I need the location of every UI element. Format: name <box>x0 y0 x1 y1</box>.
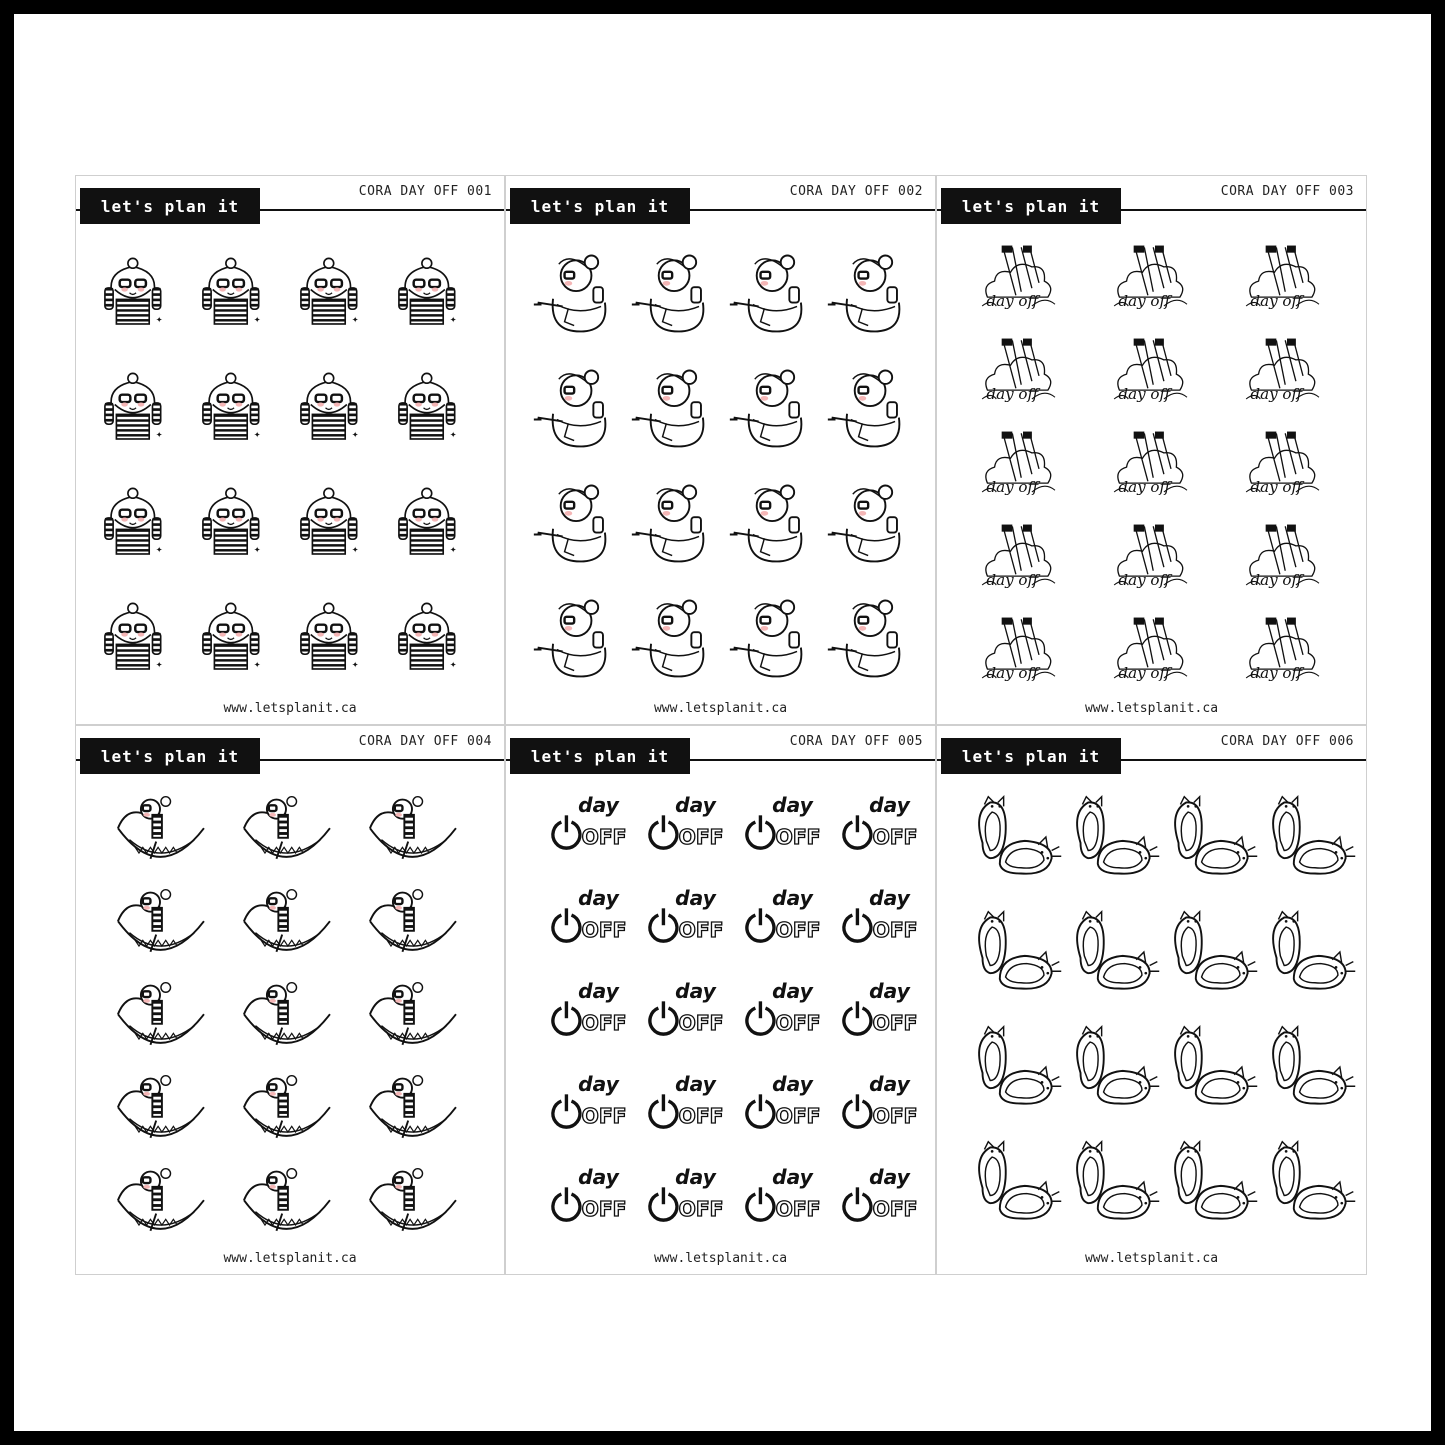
sheet-code: CORA DAY OFF 005 <box>789 734 923 749</box>
sheet-code: CORA DAY OFF 002 <box>789 184 923 199</box>
svg-text:day off: day off <box>986 571 1039 589</box>
sticker-cora-striped-shirt <box>100 361 182 453</box>
svg-text:day off: day off <box>1118 292 1171 310</box>
sticker-cora-lounge-chair <box>530 361 626 453</box>
sticker-legs-cloud-day-off <box>1109 335 1201 415</box>
svg-text:day: day <box>578 978 619 1003</box>
svg-text:OFF: OFF <box>872 918 918 943</box>
brand-label: let's plan it <box>941 738 1121 774</box>
sticker-cora-lounge-chair <box>824 361 920 453</box>
sticker-sheet-grid <box>75 175 1367 1275</box>
svg-text:✦: ✦ <box>351 659 359 670</box>
svg-text:day: day <box>772 885 813 910</box>
sticker-cat-slippers <box>971 1137 1067 1229</box>
sticker-day-off-power-icon <box>635 1162 729 1238</box>
brand-label: let's plan it <box>80 188 260 224</box>
sticker-cora-striped-shirt <box>296 591 378 683</box>
svg-text:OFF: OFF <box>775 825 821 850</box>
sticker-day-off-power-icon <box>538 883 632 959</box>
svg-text:day off: day off <box>1250 478 1303 496</box>
sheet-code: CORA DAY OFF 004 <box>358 734 492 749</box>
sticker-cora-striped-shirt <box>296 246 378 338</box>
product-frame <box>14 14 1431 1431</box>
svg-text:OFF: OFF <box>678 825 724 850</box>
sticker-legs-cloud-day-off <box>977 242 1069 322</box>
sticker-day-off-power-icon <box>538 1069 632 1145</box>
sheet-code: CORA DAY OFF 003 <box>1220 184 1354 199</box>
sticker-cora-striped-shirt <box>100 246 182 338</box>
sticker-day-off-power-icon <box>829 976 923 1052</box>
svg-text:day off: day off <box>986 664 1039 682</box>
sticker-legs-cloud-day-off <box>1109 521 1201 601</box>
sticker-day-off-power-icon <box>732 976 826 1052</box>
svg-text:day: day <box>772 978 813 1003</box>
sticker-cora-lounge-chair <box>824 591 920 683</box>
sticker-day-off-power-icon <box>829 790 923 866</box>
sticker-cat-slippers <box>1167 907 1263 999</box>
sticker-day-off-power-icon <box>829 1069 923 1145</box>
sticker-cora-lounge-chair <box>628 361 724 453</box>
sticker-legs-cloud-day-off <box>977 614 1069 694</box>
sticker-day-off-power-icon <box>732 790 826 866</box>
sticker-day-off-power-icon <box>538 976 632 1052</box>
svg-text:✦: ✦ <box>253 659 261 670</box>
sticker-cora-lounge-chair <box>628 246 724 338</box>
sticker-day-off-power-icon <box>732 1162 826 1238</box>
svg-text:✦: ✦ <box>351 429 359 440</box>
website-url: www.letsplanit.ca <box>223 1251 357 1266</box>
sticker-day-off-power-icon <box>635 1069 729 1145</box>
svg-text:day: day <box>772 1164 813 1189</box>
sticker-cat-slippers <box>1069 792 1165 884</box>
svg-text:OFF: OFF <box>678 918 724 943</box>
svg-text:day: day <box>869 1164 910 1189</box>
sticker-cat-slippers <box>1265 1022 1361 1114</box>
svg-text:day: day <box>578 885 619 910</box>
svg-text:✦: ✦ <box>253 429 261 440</box>
svg-text:OFF: OFF <box>581 1011 627 1036</box>
sticker-cora-hammock <box>360 1162 464 1248</box>
sticker-cat-slippers <box>1069 907 1165 999</box>
sticker-cat-slippers <box>1265 1137 1361 1229</box>
sticker-sheet-004[interactable] <box>75 725 505 1275</box>
svg-text:✦: ✦ <box>449 659 457 670</box>
svg-text:day off: day off <box>986 478 1039 496</box>
sticker-cat-slippers <box>1265 792 1361 884</box>
sticker-cora-hammock <box>360 883 464 969</box>
sticker-legs-cloud-day-off <box>977 428 1069 508</box>
svg-text:day: day <box>675 1164 716 1189</box>
sticker-cora-striped-shirt <box>394 591 476 683</box>
sheet-code: CORA DAY OFF 001 <box>358 184 492 199</box>
sticker-cora-lounge-chair <box>726 361 822 453</box>
svg-text:day: day <box>675 792 716 817</box>
svg-text:OFF: OFF <box>581 918 627 943</box>
sticker-sheet-006[interactable] <box>936 725 1367 1275</box>
svg-text:day: day <box>772 792 813 817</box>
svg-text:✦: ✦ <box>155 314 163 325</box>
sticker-legs-cloud-day-off <box>1241 242 1333 322</box>
svg-text:day: day <box>675 978 716 1003</box>
sticker-cora-hammock <box>234 1069 338 1155</box>
svg-text:day: day <box>675 1071 716 1096</box>
svg-text:day: day <box>869 885 910 910</box>
svg-text:OFF: OFF <box>775 1011 821 1036</box>
sheet-code: CORA DAY OFF 006 <box>1220 734 1354 749</box>
sticker-day-off-power-icon <box>732 883 826 959</box>
svg-text:day off: day off <box>1250 664 1303 682</box>
sticker-area <box>76 726 504 1274</box>
sticker-cat-slippers <box>1167 1022 1263 1114</box>
sticker-day-off-power-icon <box>538 1162 632 1238</box>
svg-text:✦: ✦ <box>449 314 457 325</box>
sticker-cora-lounge-chair <box>628 476 724 568</box>
sticker-cora-hammock <box>234 883 338 969</box>
sticker-legs-cloud-day-off <box>977 521 1069 601</box>
svg-text:✦: ✦ <box>253 314 261 325</box>
svg-text:day off: day off <box>986 292 1039 310</box>
svg-text:OFF: OFF <box>581 1104 627 1129</box>
sticker-cora-striped-shirt <box>296 476 378 568</box>
sticker-cora-lounge-chair <box>530 591 626 683</box>
sticker-legs-cloud-day-off <box>1241 428 1333 508</box>
svg-text:OFF: OFF <box>775 1197 821 1222</box>
brand-label: let's plan it <box>510 738 690 774</box>
sticker-cora-lounge-chair <box>628 591 724 683</box>
sticker-cora-lounge-chair <box>726 246 822 338</box>
sticker-cora-hammock <box>360 790 464 876</box>
svg-text:OFF: OFF <box>678 1104 724 1129</box>
sticker-area <box>506 726 935 1274</box>
sticker-cora-striped-shirt <box>394 476 476 568</box>
sticker-day-off-power-icon <box>732 1069 826 1145</box>
website-url: www.letsplanit.ca <box>653 1251 788 1266</box>
svg-text:✦: ✦ <box>449 429 457 440</box>
svg-text:day: day <box>772 1071 813 1096</box>
sticker-legs-cloud-day-off <box>1109 242 1201 322</box>
svg-text:OFF: OFF <box>775 918 821 943</box>
sticker-cora-lounge-chair <box>530 476 626 568</box>
sticker-cora-hammock <box>360 1069 464 1155</box>
svg-text:day: day <box>869 978 910 1003</box>
sticker-cat-slippers <box>971 1022 1067 1114</box>
sticker-cora-lounge-chair <box>824 476 920 568</box>
sticker-cat-slippers <box>1265 907 1361 999</box>
svg-text:day off: day off <box>1118 385 1171 403</box>
svg-text:day off: day off <box>1118 478 1171 496</box>
sticker-day-off-power-icon <box>538 790 632 866</box>
svg-text:OFF: OFF <box>678 1197 724 1222</box>
sticker-cat-slippers <box>1069 1022 1165 1114</box>
sticker-sheet-003[interactable] <box>936 175 1367 725</box>
sticker-area <box>506 176 935 724</box>
svg-text:OFF: OFF <box>872 825 918 850</box>
sticker-cat-slippers <box>1167 1137 1263 1229</box>
svg-text:OFF: OFF <box>581 825 627 850</box>
sticker-cora-striped-shirt <box>198 246 280 338</box>
sticker-day-off-power-icon <box>635 976 729 1052</box>
sticker-cora-hammock <box>234 790 338 876</box>
sticker-day-off-power-icon <box>635 883 729 959</box>
sticker-area <box>937 176 1366 724</box>
website-url: www.letsplanit.ca <box>1084 1251 1219 1266</box>
svg-text:✦: ✦ <box>351 544 359 555</box>
sticker-cora-hammock <box>108 976 212 1062</box>
svg-text:✦: ✦ <box>155 659 163 670</box>
sticker-cora-hammock <box>360 976 464 1062</box>
svg-text:day off: day off <box>1250 292 1303 310</box>
brand-label: let's plan it <box>941 188 1121 224</box>
svg-text:OFF: OFF <box>872 1104 918 1129</box>
sticker-cora-striped-shirt <box>198 591 280 683</box>
sticker-cora-lounge-chair <box>726 476 822 568</box>
svg-text:day: day <box>869 792 910 817</box>
brand-label: let's plan it <box>80 738 260 774</box>
sticker-cora-hammock <box>234 976 338 1062</box>
sticker-area <box>937 726 1366 1274</box>
svg-text:day off: day off <box>1250 571 1303 589</box>
sticker-day-off-power-icon <box>829 1162 923 1238</box>
svg-text:OFF: OFF <box>775 1104 821 1129</box>
sticker-legs-cloud-day-off <box>1241 335 1333 415</box>
svg-text:OFF: OFF <box>872 1011 918 1036</box>
svg-text:day off: day off <box>1250 385 1303 403</box>
sticker-legs-cloud-day-off <box>1109 614 1201 694</box>
sticker-sheet-005[interactable] <box>505 725 936 1275</box>
svg-text:day: day <box>578 792 619 817</box>
svg-text:day: day <box>675 885 716 910</box>
sticker-cora-striped-shirt <box>296 361 378 453</box>
svg-text:day: day <box>578 1164 619 1189</box>
svg-text:day: day <box>869 1071 910 1096</box>
sticker-cat-slippers <box>971 907 1067 999</box>
svg-text:day: day <box>578 1071 619 1096</box>
sticker-cora-striped-shirt <box>100 591 182 683</box>
sticker-cora-lounge-chair <box>530 246 626 338</box>
svg-text:OFF: OFF <box>678 1011 724 1036</box>
sticker-sheet-001[interactable] <box>75 175 505 725</box>
sticker-legs-cloud-day-off <box>1109 428 1201 508</box>
sticker-day-off-power-icon <box>635 790 729 866</box>
svg-text:day off: day off <box>1118 664 1171 682</box>
svg-text:OFF: OFF <box>581 1197 627 1222</box>
website-url: www.letsplanit.ca <box>223 701 357 716</box>
sticker-area <box>76 176 504 724</box>
svg-text:✦: ✦ <box>155 429 163 440</box>
website-url: www.letsplanit.ca <box>1084 701 1219 716</box>
svg-text:day off: day off <box>986 385 1039 403</box>
sticker-day-off-power-icon <box>829 883 923 959</box>
sticker-cora-hammock <box>108 1162 212 1248</box>
sticker-cora-striped-shirt <box>394 361 476 453</box>
sticker-cora-hammock <box>108 883 212 969</box>
sticker-cora-hammock <box>108 790 212 876</box>
svg-text:day off: day off <box>1118 571 1171 589</box>
sticker-sheet-002[interactable] <box>505 175 936 725</box>
sticker-cora-hammock <box>234 1162 338 1248</box>
sticker-cat-slippers <box>1167 792 1263 884</box>
sticker-cora-striped-shirt <box>198 361 280 453</box>
svg-text:✦: ✦ <box>449 544 457 555</box>
sticker-cora-striped-shirt <box>394 246 476 338</box>
svg-text:OFF: OFF <box>872 1197 918 1222</box>
sticker-cora-lounge-chair <box>824 246 920 338</box>
sticker-cat-slippers <box>971 792 1067 884</box>
svg-text:✦: ✦ <box>155 544 163 555</box>
sticker-cora-striped-shirt <box>198 476 280 568</box>
sticker-legs-cloud-day-off <box>1241 521 1333 601</box>
svg-text:✦: ✦ <box>253 544 261 555</box>
sticker-legs-cloud-day-off <box>977 335 1069 415</box>
sticker-cora-lounge-chair <box>726 591 822 683</box>
sticker-cora-hammock <box>108 1069 212 1155</box>
svg-text:✦: ✦ <box>351 314 359 325</box>
sticker-legs-cloud-day-off <box>1241 614 1333 694</box>
sticker-cat-slippers <box>1069 1137 1165 1229</box>
sticker-cora-striped-shirt <box>100 476 182 568</box>
brand-label: let's plan it <box>510 188 690 224</box>
website-url: www.letsplanit.ca <box>653 701 788 716</box>
